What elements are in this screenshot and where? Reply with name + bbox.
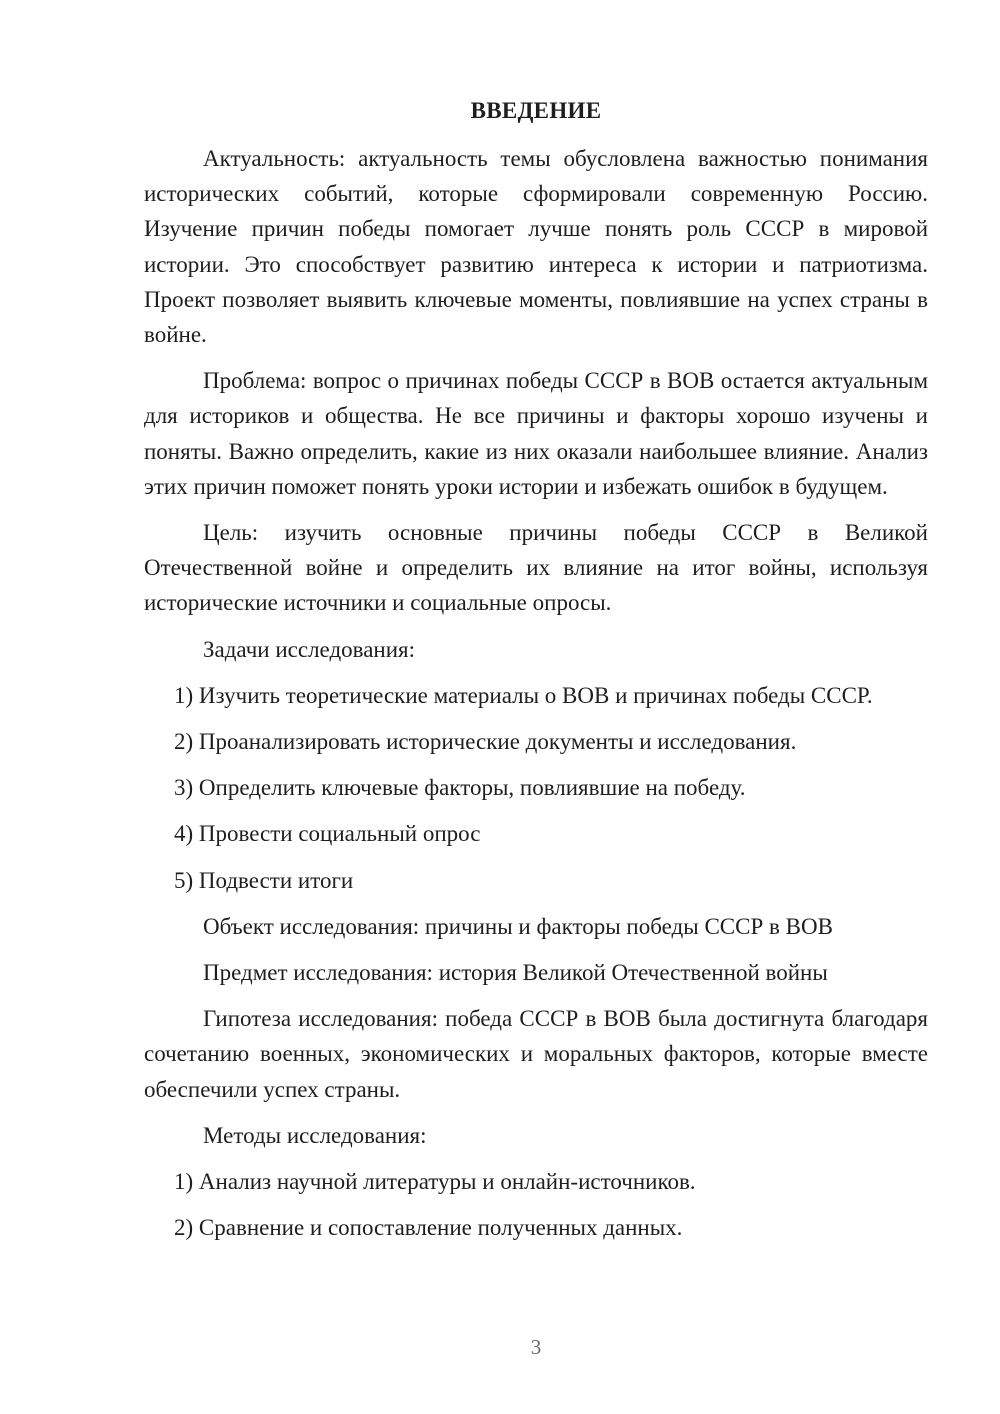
tasks-list <box>144 678 928 898</box>
hypothesis-paragraph: Гипотеза исследования: победа СССР в ВОВ была достигнута благодаря сочетанию военных, экономических и моральных факторов, которые вместе обеспечили успех страны. <box>144 1006 928 1102</box>
subject-paragraph: Предмет исследования: история Великой Отечественной войны <box>203 960 828 986</box>
methods-title: Методы исследования: <box>203 1122 427 1148</box>
list-item: 1) Анализ научной литературы и онлайн-источников. <box>174 1169 696 1195</box>
list-item: 3) Определить ключевые факторы, повлиявшие на победу. <box>174 775 746 801</box>
tasks-title: Задачи исследования: <box>203 636 416 662</box>
methods-list <box>144 1164 928 1245</box>
problem-paragraph: Проблема: вопрос о причинах победы СССР в ВОВ остается актуальным для историков и общества. Не все причины и факторы хорошо изучены и поняты. Важно определить, какие из них оказали наибольшее влияние. Анализ этих причин поможет понять уроки истории и избежать ошибок в будущем. <box>144 368 928 499</box>
goal-paragraph: Цель: изучить основные причины победы СССР в Великой Отечественной войне и определить их влияние на итог войны, используя исторические источники и социальные опросы. <box>144 520 928 616</box>
list-item: 5) Подвести итоги <box>174 867 354 893</box>
section-heading: ВВЕДЕНИЕ <box>470 98 602 123</box>
page-number: 3 <box>530 1335 542 1359</box>
page-content <box>144 94 928 1256</box>
list-item: 4) Провести социальный опрос <box>174 821 481 847</box>
relevance-paragraph: Актуальность: актуальность темы обусловлена важностью понимания исторических событий, которые сформировали современную Россию. Изучение причин победы помогает лучше понять роль СССР в мировой истории. Это способствует развитию интереса к истории и патриотизма. Проект позволяет выявить ключевые моменты, повлиявшие на успех страны в войне. <box>144 146 928 348</box>
list-item: 2) Сравнение и сопоставление полученных данных. <box>174 1215 683 1241</box>
list-item: 2) Проанализировать исторические документы и исследования. <box>174 729 797 755</box>
list-item: 1) Изучить теоретические материалы о ВОВ и причинах победы СССР. <box>174 682 873 708</box>
object-paragraph: Объект исследования: причины и факторы победы СССР в ВОВ <box>203 913 833 939</box>
